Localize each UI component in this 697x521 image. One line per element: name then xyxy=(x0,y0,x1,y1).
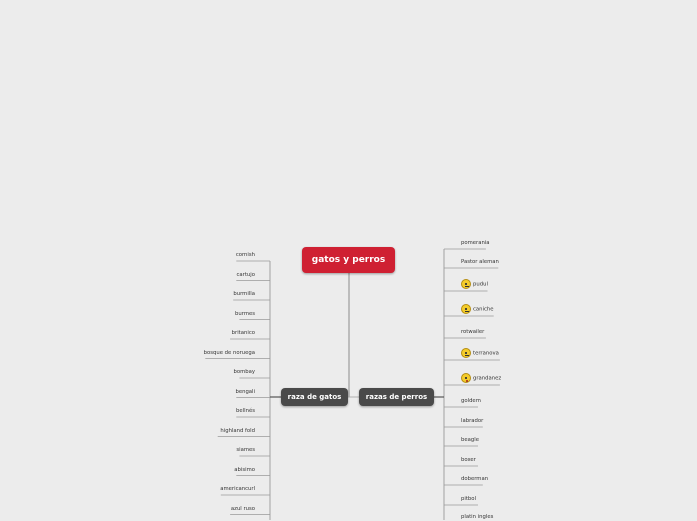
smiley-neutral-icon xyxy=(461,279,471,289)
smiley-neutral-icon xyxy=(461,304,471,314)
dog-breed-label: pomerania xyxy=(461,240,490,246)
cat-breed-item[interactable]: britanico xyxy=(231,330,255,336)
cat-breed-item[interactable]: bengali xyxy=(235,388,255,395)
cat-breed-item[interactable]: siames xyxy=(236,447,255,453)
cat-breed-item[interactable]: cartujo xyxy=(236,271,255,278)
dog-breed-label: terranova xyxy=(473,350,499,357)
cat-breed-item[interactable]: bombay xyxy=(233,369,255,375)
dog-breed-label: beagle xyxy=(461,437,479,443)
dog-breed-label: pitbol xyxy=(461,496,476,502)
cat-breed-item[interactable]: burmes xyxy=(235,310,255,317)
dog-breed-item[interactable] xyxy=(461,328,484,336)
dog-breed-item[interactable] xyxy=(461,417,483,425)
dog-breed-item[interactable] xyxy=(461,373,501,383)
dog-breed-label: caniche xyxy=(473,306,494,313)
dog-breed-item[interactable] xyxy=(461,436,479,444)
cat-breed-item[interactable]: azul ruso xyxy=(230,505,255,512)
cat-breed-item[interactable]: highland fold xyxy=(220,427,255,434)
dog-breed-item[interactable] xyxy=(461,279,488,289)
dog-breed-label: boxer xyxy=(461,457,476,463)
smiley-surprised-icon xyxy=(461,373,471,383)
dog-breed-label: Pastor aleman xyxy=(461,259,499,265)
central-topic[interactable]: gatos y perros xyxy=(302,247,395,273)
dog-breed-label: platin ingles xyxy=(461,514,494,520)
dog-breed-item[interactable] xyxy=(461,495,476,503)
dog-breed-item[interactable] xyxy=(461,397,481,405)
smiley-neutral-icon xyxy=(461,348,471,358)
cat-breed-item[interactable]: bellnés xyxy=(236,408,255,414)
cat-breed-item[interactable]: americancurl xyxy=(220,486,255,492)
dog-breed-label: labrador xyxy=(461,418,484,424)
dog-breed-item[interactable] xyxy=(461,239,490,247)
cat-breed-item[interactable]: abisimo xyxy=(234,466,255,473)
dog-breed-item[interactable] xyxy=(461,258,499,266)
branch-raza-de-gatos[interactable]: raza de gatos xyxy=(281,388,348,406)
dog-breed-item[interactable] xyxy=(461,348,499,358)
dog-breed-label: grandanez xyxy=(473,375,502,382)
cat-breed-item[interactable]: bosque de noruega xyxy=(203,349,255,356)
cat-breed-item[interactable]: cornish xyxy=(235,252,255,258)
dog-breed-label: rotwailer xyxy=(461,329,485,335)
dog-breed-item[interactable] xyxy=(461,304,494,314)
dog-breed-label: pudul xyxy=(473,281,488,288)
dog-breed-item[interactable] xyxy=(461,475,488,483)
dog-breed-label: doberman xyxy=(461,476,489,482)
branch-razas-de-perros[interactable]: razas de perros xyxy=(359,388,434,406)
cat-breed-item[interactable]: burmilla xyxy=(233,291,255,297)
dog-breed-item[interactable] xyxy=(461,456,476,464)
dog-breed-label: goldem xyxy=(461,398,481,404)
